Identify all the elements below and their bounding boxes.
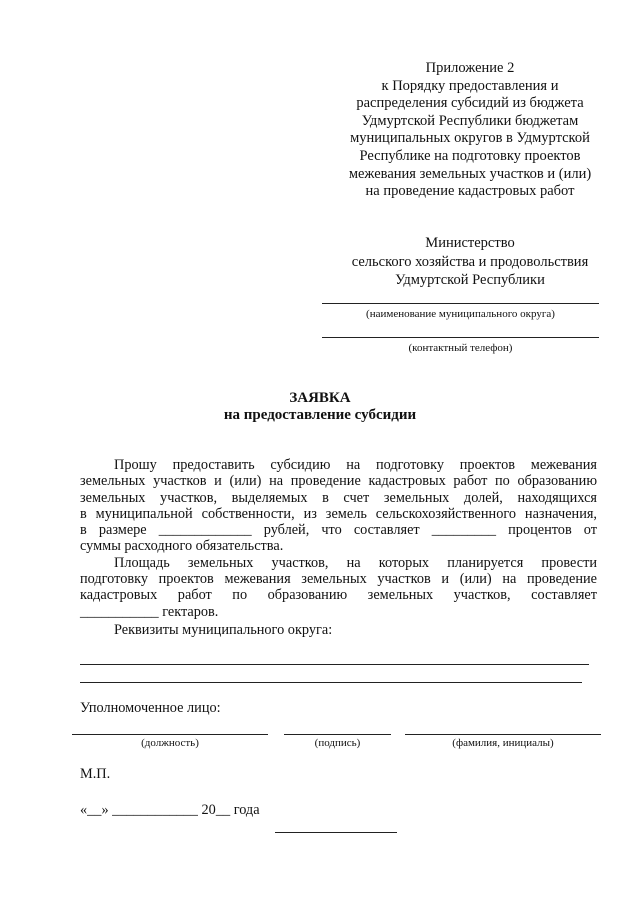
phone-caption: (контактный телефон) — [408, 342, 513, 354]
position-caption: (должность) — [141, 737, 199, 749]
body-line: Прошу предоставить субсидию на подготовку проектов межевания — [114, 457, 597, 473]
document-title: ЗАЯВКА — [289, 390, 351, 406]
appendix-header — [320, 60, 620, 201]
municipality-name-line — [322, 303, 599, 304]
document-subtitle: на предоставление субсидии — [223, 407, 417, 423]
area-paragraph-line: Площадь земельных участков, на которых планируется провести — [114, 554, 597, 571]
contact-phone-line — [322, 337, 599, 338]
appendix-line: Республике на подготовку проектов — [359, 147, 581, 164]
appendix-line: на проведение кадастровых работ — [365, 183, 575, 200]
position-line — [72, 734, 268, 735]
area-paragraph-line: кадастровых работ по образованию земельных участков, составляет — [80, 587, 597, 604]
municipality-caption: (наименование муниципального округа) — [366, 308, 555, 320]
addressee-block — [320, 234, 620, 290]
signature-caption: (подпись) — [314, 737, 361, 749]
signature-line — [284, 734, 391, 735]
body-line: в размере _____________ рублей, что составляет _________ процентов от — [80, 522, 597, 539]
requisites-line — [80, 664, 589, 665]
appendix-line: межевания земельных участков и (или) — [348, 165, 592, 182]
area-paragraph-line: подготовку проектов межевания земельных участков и (или) на проведение — [80, 571, 597, 588]
body-line: в муниципальной собственности, из земель сельскохозяйственного назначения, — [80, 505, 597, 522]
stamp-label: М.П. — [80, 766, 111, 782]
body-line: земельных участков, выделяемых в счет земельных долей, находящихся — [80, 489, 597, 506]
appendix-line: к Порядку предоставления и — [381, 77, 559, 94]
request-paragraph — [80, 457, 597, 638]
name-caption: (фамилия, инициалы) — [452, 737, 554, 749]
bottom-rule — [275, 832, 397, 833]
signatory-label: Уполномоченное лицо: — [80, 700, 221, 716]
requisites-line — [80, 682, 582, 683]
area-paragraph-line: ___________ гектаров. — [80, 603, 219, 620]
addressee-line: Министерство — [425, 235, 515, 251]
addressee-line: Удмуртской Республики — [395, 272, 545, 289]
addressee-line: сельского хозяйства и продовольствия — [351, 253, 589, 270]
appendix-line: Удмуртской Республики бюджетам — [361, 112, 579, 129]
body-line: земельных участков и (или) на проведение кадастровых работ по образованию — [80, 473, 597, 490]
body-line: суммы расходного обязательства. — [80, 538, 284, 555]
appendix-line: распределения субсидий из бюджета — [356, 95, 584, 112]
date-line: «__» ____________ 20__ года — [80, 802, 260, 818]
appendix-line: Приложение 2 — [425, 60, 515, 76]
requisites-label: Реквизиты муниципального округа: — [114, 621, 333, 638]
appendix-line: муниципальных округов в Удмуртской — [350, 130, 590, 147]
name-line — [405, 734, 601, 735]
